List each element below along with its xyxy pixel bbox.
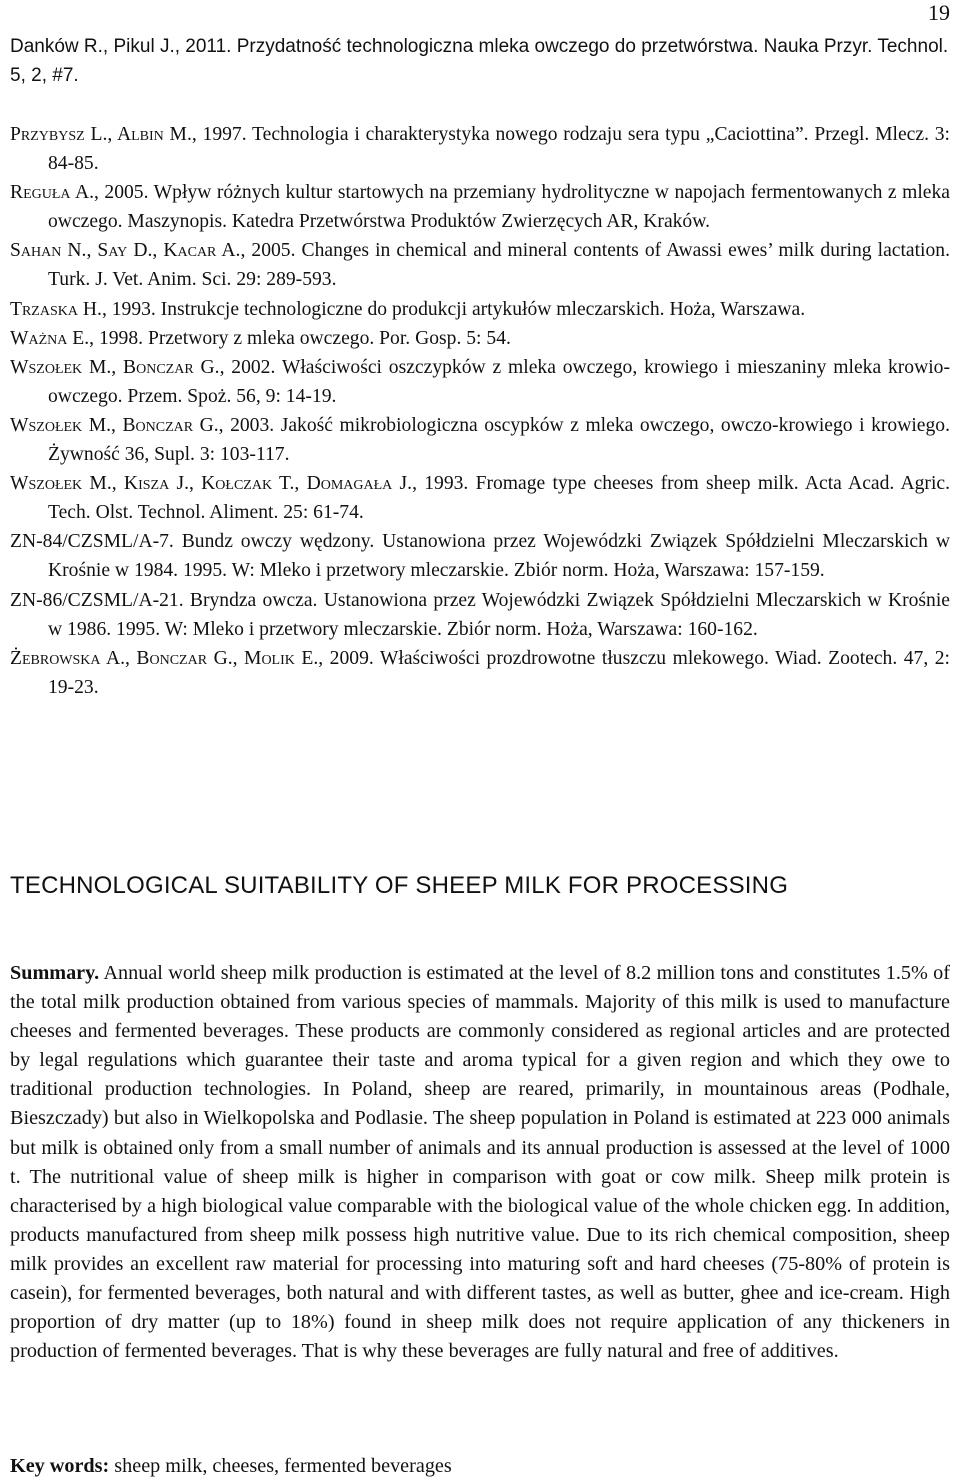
summary-text: Annual world sheep milk production is estimated at the level of 8.2 million tons and constitutes 1.5% of the total milk production obtained from various species of mammals. Majority of this milk is used to manufacture cheeses and fermented beverages. These products are commonly considered as regional articles and are protected by legal regulations which guarantee their taste and aroma typical for a given region and which they owe to traditional production technologies. In Poland, sheep are reared, primarily, in mountainous areas (Podhale, Bieszczady) but also in Wielkopolska and Podlasie. The sheep population in Poland is estimated at 223 000 animals but milk is obtained only from a small number of animals and its annual production is assessed at the level of 1000 t. The nutritional value of sheep milk is higher in comparison with goat or cow milk. Sheep milk protein is characterised by a high biological value comparable with the biological value of the whole chicken egg. In addition, products manufactured from sheep milk possess high nutritive value. Due to its rich chemical composition, sheep milk provides an excellent raw material for processing into maturing soft and hard cheeses (75-80% of protein is casein), for fermented beverages, both natural and with different tastes, as well as butter, ghee and ice-cream. High proportion of dry matter (up to 18%) found in sheep milk does not require application of any thickeners in production of fermented beverages. That is why these beverages are fully natural and free of additives. <box>10 962 950 1363</box>
reference-item <box>10 120 950 178</box>
reference-authors: Wszołek M., Bonczar G. <box>10 414 219 436</box>
reference-authors: Wszołek M., Kisza J., Kołczak T., Domagała J. <box>10 473 413 495</box>
page-number: 19 <box>928 0 950 25</box>
reference-item <box>10 644 950 702</box>
english-title: TECHNOLOGICAL SUITABILITY OF SHEEP MILK FOR PROCESSING <box>10 872 789 899</box>
reference-item <box>10 586 950 644</box>
reference-details: , 2005. Changes in chemical and mineral contents of Awassi ewes’ milk during lactation. Turk. J. Vet. Anim. Sci. 29: 289-593. <box>48 240 950 291</box>
reference-item <box>10 469 950 527</box>
reference-item <box>10 527 950 585</box>
citation-header: Danków R., Pikul J., 2011. Przydatność technologiczna mleka owczego do przetwórstwa. Nauka Przyr. Technol. 5, 2, #7. <box>10 36 949 86</box>
keywords-label: Key words: <box>10 1455 110 1477</box>
reference-details: ZN-86/CZSML/A-21. Bryndza owcza. Ustanowiona przez Wojewódzki Związek Spółdzielni Mleczarskich w Krośnie w 1986. 1995. W: Mleko i przetwory mleczarskie. Zbiór norm. Hoża, Warszawa: 160-162. <box>10 589 950 640</box>
reference-details: , 2005. Wpływ różnych kultur startowych na przemiany hydrolityczne w napojach fermentowanych z mleka owczego. Maszynopis. Katedra Przetwórstwa Produktów Zwierzęcych AR, Kraków. <box>48 182 950 233</box>
summary-label: Summary. <box>10 962 100 984</box>
reference-item <box>10 236 950 294</box>
keywords-line <box>10 1452 950 1481</box>
reference-details: , 1993. Instrukcje technologiczne do produkcji artykułów mleczarskich. Hoża, Warszawa. <box>101 298 806 320</box>
reference-authors: Trzaska H. <box>10 298 102 320</box>
reference-list <box>10 120 950 702</box>
reference-details: , 2009. Właściwości prozdrowotne tłuszczu mlekowego. Wiad. Zootech. 47, 2: 19-23. <box>48 647 950 698</box>
reference-item <box>10 178 950 236</box>
reference-item <box>10 324 950 353</box>
reference-item <box>10 411 950 469</box>
keywords-text: sheep milk, cheeses, fermented beverages <box>109 1455 452 1477</box>
reference-authors: Żebrowska A., Bonczar G., Molik E. <box>10 647 319 669</box>
reference-details: , 2002. Właściwości oszczypków z mleka owczego, krowiego i mieszaniny mleka krowio-owczego. Przem. Spoż. 56, 9: 14-19. <box>48 356 951 407</box>
reference-authors: Reguła A. <box>10 182 94 204</box>
reference-authors: Sahan N., Say D., Kacar A. <box>10 240 241 262</box>
reference-details: , 1998. Przetwory z mleka owczego. Por. Gosp. 5: 54. <box>89 327 511 349</box>
reference-item <box>10 295 950 324</box>
reference-details: , 1993. Fromage type cheeses from sheep milk. Acta Acad. Agric. Tech. Olst. Technol. Aliment. 25: 61-74. <box>48 473 950 524</box>
reference-details: , 2003. Jakość mikrobiologiczna oscypków z mleka owczego, owczo-krowiego i krowiego. Żywność 36, Supl. 3: 103-117. <box>48 414 950 466</box>
reference-authors: Wszołek M., Bonczar G. <box>10 356 220 378</box>
reference-item <box>10 353 950 411</box>
reference-details: , 1997. Technologia i charakterystyka nowego rodzaju sera typu „Caciottina”. Przegl. Mlecz. 3: 84-85. <box>48 124 950 175</box>
summary-paragraph <box>10 959 950 1366</box>
reference-details: ZN-84/CZSML/A-7. Bundz owczy wędzony. Ustanowiona przez Wojewódzki Związek Spółdzielni Mleczarskich w Krośnie w 1984. 1995. W: Mleko i przetwory mleczarskie. Zbiór norm. Hoża, Warszawa: 157-159. <box>10 531 950 582</box>
reference-authors: Ważna E. <box>10 327 90 349</box>
reference-authors: Przybysz L., Albin M. <box>10 124 192 145</box>
